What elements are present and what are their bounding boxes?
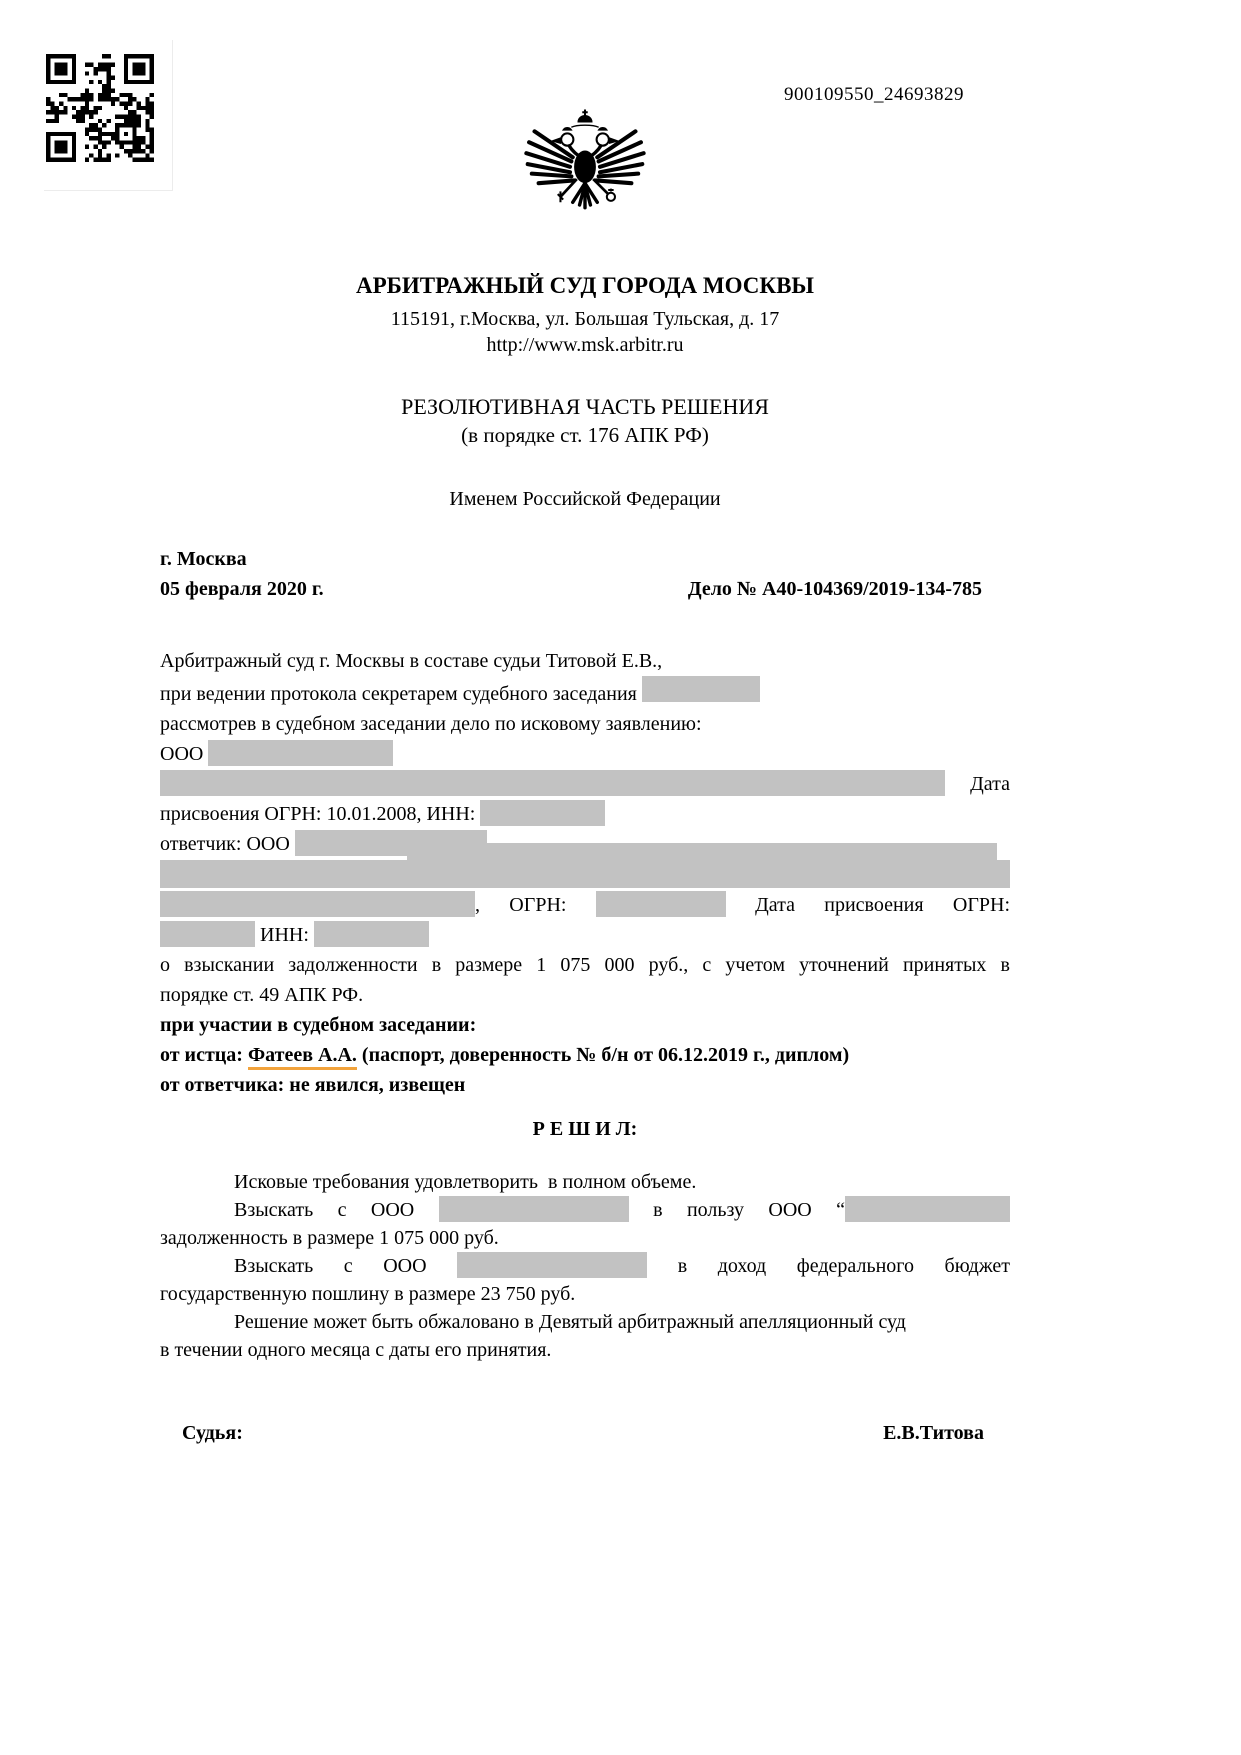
in-the-name-line: Именем Российской Федерации	[449, 488, 721, 510]
redaction	[845, 1196, 1010, 1222]
intro-line-7: ответчик: ООО	[160, 829, 1010, 859]
plaintiff-representative: Фатеев А.А.	[248, 1044, 357, 1070]
court-address: 115191, г.Москва, ул. Большая Тульская, д. 17	[390, 308, 780, 330]
intro-line-11: о взыскании задолженности в размере 1 075 000 руб., с учетом уточнений принятых в	[160, 954, 1010, 976]
plaintiff-line: от истца: Фатеев А.А. (паспорт, доверенность № б/н от 06.12.2019 г., диплом)	[160, 1040, 1010, 1070]
resolution-line-2: Взыскать с ООО в пользу ООО “	[160, 1196, 1010, 1224]
case-date: 05 февраля 2020 г.	[160, 578, 324, 600]
russia-coat-of-arms-icon	[160, 106, 1010, 244]
intro-line-12: порядке ст. 49 АПК РФ.	[160, 984, 364, 1006]
intro-line-9: , ОГРН: Дата присвоения ОГРН:	[160, 890, 1010, 920]
resolution-heading: Р Е Ш И Л:	[532, 1118, 638, 1140]
intro-line-10: ИНН:	[160, 920, 1010, 950]
document-content	[160, 106, 1010, 1446]
resolution-line-5: государственную пошлину в размере 23 750 руб.	[160, 1283, 576, 1305]
redaction	[407, 843, 997, 869]
redaction	[208, 740, 393, 766]
redaction	[457, 1252, 647, 1278]
redaction	[642, 676, 760, 702]
redaction	[439, 1196, 629, 1222]
signature-row	[160, 1420, 1010, 1446]
document-id: 900109550_24693829	[784, 84, 964, 105]
redaction	[160, 891, 475, 917]
case-number: Дело № А40-104369/2019-134-785	[687, 578, 982, 600]
resolution-line-7: в течении одного месяца с даты его принятия.	[160, 1339, 552, 1361]
judge-name: Е.В.Титова	[883, 1422, 984, 1444]
intro-line-2: при ведении протокола секретарем судебного заседания	[160, 676, 1010, 709]
intro-line-6: присвоения ОГРН: 10.01.2008, ИНН:	[160, 799, 1010, 829]
intro-line-3: рассмотрев в судебном заседании дело по исковому заявлению:	[160, 713, 702, 735]
resolution-line-6: Решение может быть обжаловано в Девятый арбитражный апелляционный суд	[234, 1311, 906, 1333]
judge-label: Судья:	[182, 1422, 243, 1444]
resolution-line-3: задолженность в размере 1 075 000 руб.	[160, 1227, 499, 1249]
intro-line-1: Арбитражный суд г. Москвы в составе судьи Титовой Е.В.,	[160, 650, 663, 672]
redaction	[314, 921, 429, 947]
document-title: РЕЗОЛЮТИВНАЯ ЧАСТЬ РЕШЕНИЯ	[401, 394, 769, 419]
qr-code	[44, 40, 173, 191]
redaction	[596, 891, 726, 917]
court-name: АРБИТРАЖНЫЙ СУД ГОРОДА МОСКВЫ	[356, 273, 814, 298]
participants-heading: при участии в судебном заседании:	[160, 1014, 477, 1036]
redaction	[160, 921, 255, 947]
resolution-paragraph	[160, 1168, 1010, 1364]
court-url: http://www.msk.arbitr.ru	[486, 334, 684, 356]
document-subtitle: (в порядке ст. 176 АПК РФ)	[461, 423, 709, 447]
case-header-row	[160, 574, 1010, 604]
resolution-line-1: Исковые требования удовлетворить в полном объеме.	[234, 1171, 697, 1193]
redaction	[480, 800, 605, 826]
intro-paragraph	[160, 646, 1010, 1100]
redaction	[160, 770, 945, 796]
intro-line-5: Дата	[160, 769, 1010, 799]
intro-line-4: ООО	[160, 739, 1010, 769]
case-city: г. Москва	[160, 548, 247, 570]
defendant-line: от ответчика: не явился, извещен	[160, 1074, 466, 1096]
resolution-line-4: Взыскать с ООО в доход федерального бюджет	[160, 1252, 1010, 1280]
